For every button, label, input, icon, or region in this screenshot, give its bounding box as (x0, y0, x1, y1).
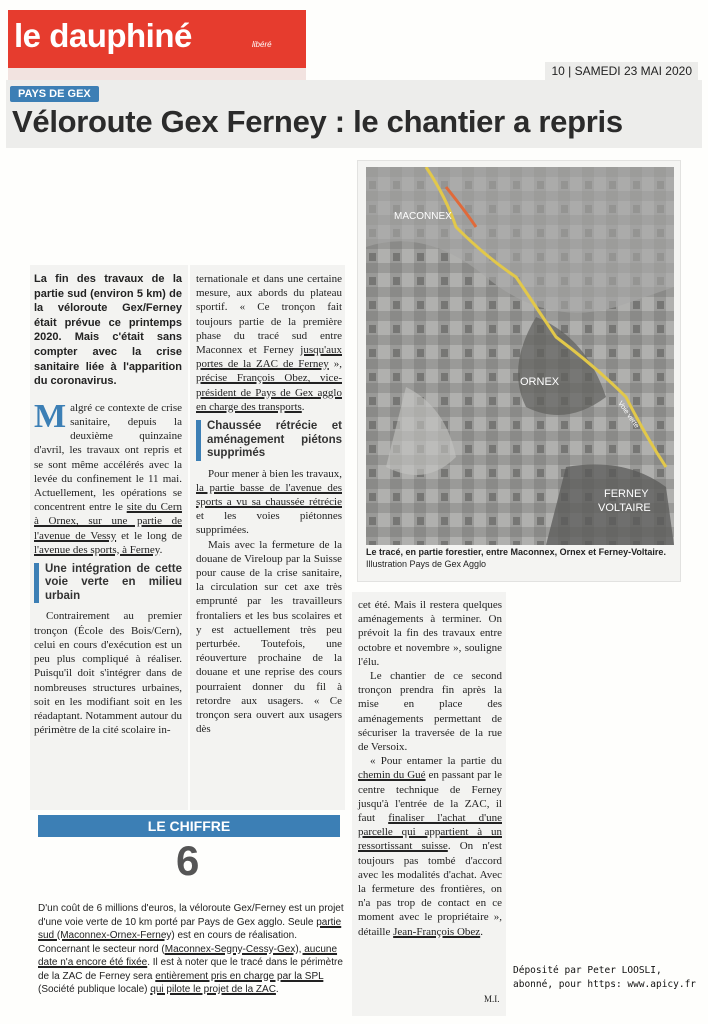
column-2 (196, 272, 342, 736)
headline: Véloroute Gex Ferney : le chantier a repris (12, 104, 623, 139)
handwritten-note: Déposité par Peter LOOSLI, abonné, pour https: www.apicy.fr (513, 965, 697, 990)
masthead-logo (8, 10, 306, 80)
caption-text: Le tracé, en partie forestier, entre Maconnex, Ornex et Ferney-Voltaire. (366, 547, 666, 557)
underlined-text: Maconnex-Segny-Cessy-Gex), aucune date n'a encore été fixée (38, 943, 338, 968)
col3-paragraph-1: cet été. Mais il restera quelques aménagements à terminer. On prévoit la fin des travaux entre octobre et novembre », souligne l'élu. (358, 599, 502, 668)
chiffre-text: D'un coût de 6 millions d'euros, la véloroute Gex/Ferney est un projet d'une voie verte de 10 km porté par Pays de Gex agglo. Seule partie sud (Maconnex-Ornex-Ferney) est en cours de réalisation. Concernant le secteur nord (Maconnex-Segny-Cessy-Gex), aucune date n'a encore été fixée. Il est à noter que le tracé dans le périmètre de la ZAC de Ferney sera entièrement pris en charge par la SPL (Société publique locale) qui pilote le projet de la ZAC. (38, 903, 344, 995)
col1-paragraph-1: Malgré ce contexte de crise sanitaire, depuis la deuxième quinzaine d'avril, les travaux ont repris et se sont même accélérés avec la levée du confinement le 11 mai. Actuellement, les opérations se concentrent entre le site du Cern à Ornex, sur une partie de l'avenue de Vessy et le long de l'avenue des sports, à Ferney. (34, 397, 182, 556)
underlined-text: chemin du Gué (358, 769, 426, 782)
dateline: 10 | SAMEDI 23 MAI 2020 (545, 62, 698, 80)
caption-credit: Illustration Pays de Gex Agglo (366, 559, 487, 569)
map-label-voltaire: VOLTAIRE (598, 502, 651, 514)
subheading: Une intégration de cette voie verte en milieu urbain (34, 563, 182, 604)
underlined-text: qui pilote le projet de la ZAC (150, 984, 276, 995)
map-label-ornex: ORNEX (520, 376, 560, 388)
column-1 (34, 272, 182, 737)
aerial-photo (357, 160, 681, 582)
subheading: Chaussée rétrécie et aménagement piétons supprimés (196, 420, 342, 461)
underlined-text: site du Cern à Ornex, sur une partie de l'avenue de Vessy (34, 501, 182, 542)
lead-paragraph: La fin des travaux de la partie sud (environ 5 km) de la véloroute Gex/Ferney était prévue ce printemps 2020. Mais c'était sans compter avec la crise sanitaire liée à l'apparition du coronavirus. (34, 273, 182, 388)
col2-paragraph-2: Pour mener à bien les travaux, la partie basse de l'avenue des sports a vu sa chaussée rétrécie et les voies piétonnes supprimées. (196, 467, 342, 537)
map-label-voie-verte: Voie verte (616, 400, 640, 430)
col3-paragraph-2: Le chantier de ce second tronçon prendra fin après la mise en place des aménagements permettant de sécuriser la traversée de la rue de Versoix. (358, 670, 502, 754)
underlined-text: finaliser l'achat d'une parcelle qui appartient à un ressortissant suisse (358, 812, 502, 853)
underlined-text: l'avenue des sports, à Ferney (34, 543, 160, 556)
dropcap: M (34, 397, 67, 435)
col3-paragraph-3: « Pour entamer la partie du chemin du Gué en passant par le centre technique de Ferney jusqu'à l'entrée de la ZAC, il faut finaliser l'achat d'une parcelle qui appartient à un ressortissant suisse. On n'est toujours pas tombé d'accord avec les modalités d'achat. Avec la fermeture des frontières, on n'a pas trop de contact en ce moment avec le propriétaire », détaille Jean-François Obez. (358, 755, 503, 938)
map-label-maconnex: MACONNEX (394, 211, 452, 222)
map-label-ferney: FERNEY (604, 488, 649, 500)
chiffre-banner: LE CHIFFRE (38, 815, 340, 837)
underlined-text: la partie basse de l'avenue des sports a vu sa chaussée rétrécie (196, 481, 342, 508)
underlined-text: partie sud (Maconnex-Ornex-Ferney) (38, 916, 342, 941)
logo-stripe (8, 68, 306, 80)
underlined-text: Jean-François Obez (393, 925, 481, 938)
col2-paragraph-1: ternationale et dans une certaine mesure, aux abords du plateau sportif. « Ce tronçon fait toujours partie de la première phase du tracé sud entre Maconnex et Ferney jusqu'aux portes de la ZAC de Ferney », précise François Obez, vice-président de Pays de Gex agglo en charge des transports. (196, 273, 342, 413)
col2-paragraph-3: Mais avec la fermeture de la douane de Vireloup par la Suisse pour cause de la crise sanitaire, la circulation sur cet axe très emprunté par les travailleurs frontaliers et les bus scolaires et y est actuellement très peu perturbée. Toutefois, une réouverture prochaine de la douane et une reprise des cours pourraient donner du fil à retordre aux usagers. « Ce tronçon sera ouvert aux usagers dès (196, 538, 342, 736)
author-signature: M.I. (484, 994, 500, 1004)
logo-wordmark: le dauphiné (14, 17, 192, 54)
logo-subtitle: libéré (252, 40, 272, 49)
underlined-text: jusqu'aux portes de la ZAC de Ferney (196, 344, 342, 371)
column-3 (358, 598, 502, 939)
underlined-text: précise François Obez, vice-président de Pays de Gex agglo en charge des transports (196, 372, 342, 413)
chiffre-number: 6 (176, 837, 200, 884)
aerial-map-illustration (366, 167, 674, 545)
section-tag: PAYS DE GEX (10, 86, 99, 102)
underlined-text: entièrement pris en charge par la SPL (155, 970, 324, 982)
col1-paragraph-2: Contrairement au premier tronçon (École des Bois/Cern), celui en cours d'exécution est un peu plus compliqué à réaliser. Puisqu'il doit s'intégrer dans de nombreuses structures urbaines, soit en les modifiant soit en les réadaptant. Notamment autour du périmètre de la cité scolaire in- (34, 610, 182, 737)
photo-caption (366, 546, 678, 570)
